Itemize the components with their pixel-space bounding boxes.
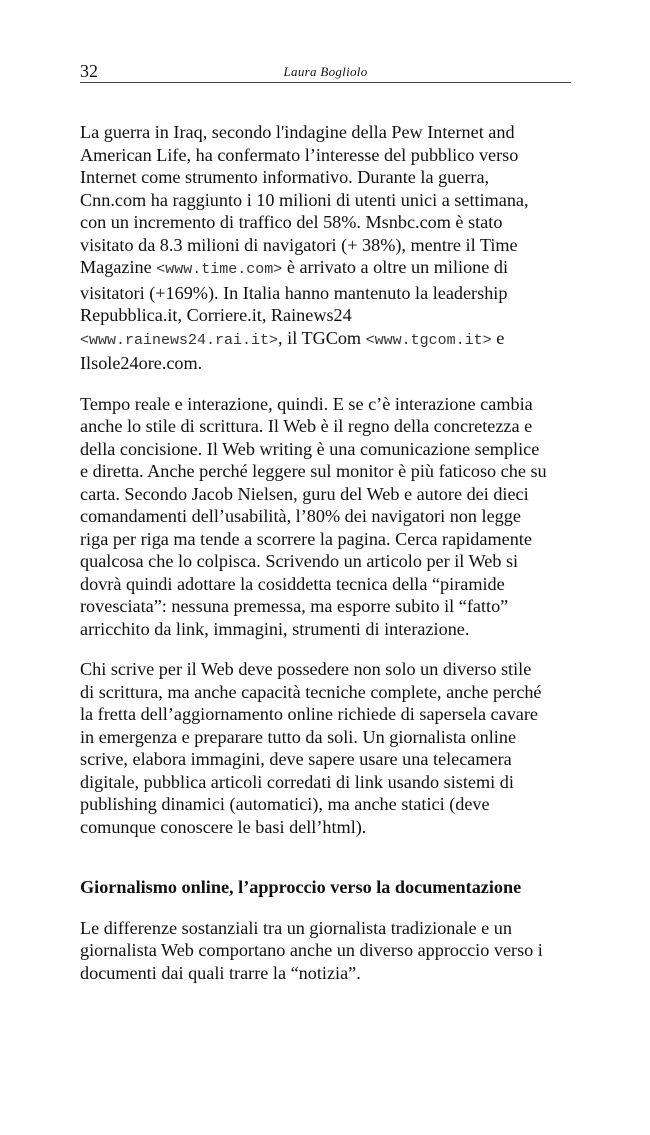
text-run: dovrà quindi adottare la cosiddetta tecnica della “piramide xyxy=(80,573,505,594)
text-run: giornalista Web comportano anche un diverso approccio verso i xyxy=(80,940,543,960)
text-run: Le differenze sostanziali tra un giornalista tradizionale e un xyxy=(80,917,512,938)
paragraph xyxy=(80,658,580,838)
text-run: , il TGCom xyxy=(278,327,366,348)
text-run: e xyxy=(491,327,505,348)
text-run: è arrivato a oltre un milione di xyxy=(282,257,509,277)
text-run: di scrittura, ma anche capacità tecniche complete, anche perché xyxy=(80,681,542,702)
paragraph xyxy=(80,917,580,985)
page-number: 32 xyxy=(80,61,98,81)
text-run: American Life, ha confermato l’interesse del pubblico verso xyxy=(80,144,519,165)
text-run: riga per riga ma tende a scorrere la pagina. Cerca rapidamente xyxy=(80,528,532,549)
text-run: documenti dai quali trarre la “notizia”. xyxy=(80,962,361,983)
text-run: anche lo stile di scrittura. Il Web è il regno della concretezza e xyxy=(80,416,533,436)
text-run: in emergenza e preparare tutto da soli. Un giornalista online xyxy=(80,726,517,747)
text-run: la fretta dell’aggiornamento online richiede di sapersela cavare xyxy=(80,704,538,724)
running-head-author: Laura Bogliolo xyxy=(283,64,368,79)
section-heading: Giornalismo online, l’approccio verso la documentazione xyxy=(80,877,522,897)
text-run: publishing dinamici (automatici), ma anche statici (deve xyxy=(80,794,490,814)
body-text xyxy=(80,121,580,1002)
text-run: visitatori (+169%). In Italia hanno mantenuto la leadership xyxy=(80,282,508,303)
text-run: Internet come strumento informativo. Durante la guerra, xyxy=(80,167,490,187)
text-run: Chi scrive per il Web deve possedere non solo un diverso stile xyxy=(80,659,532,679)
text-run: visitato da 8.3 milioni di navigatori (+ 38%), mentre il Time xyxy=(80,234,518,255)
text-run: Magazine xyxy=(80,257,157,277)
text-run: comandamenti dell’usabilità, l’80% dei navigatori non legge xyxy=(80,506,521,526)
text-run: qualcosa che lo colpisca. Scrivendo un articolo per il Web si xyxy=(80,551,519,571)
paragraph xyxy=(80,121,580,375)
text-run: rovesciata”: nessuna premessa, ma esporre subito il “fatto” xyxy=(80,596,509,616)
text-run: arricchito da link, immagini, strumenti di interazione. xyxy=(80,618,470,639)
paragraph xyxy=(80,393,580,641)
url-text: <www.time.com> xyxy=(156,261,283,278)
url-text: <www.tgcom.it> xyxy=(365,331,492,349)
text-run: Repubblica.it, Corriere.it, Rainews24 xyxy=(80,305,352,325)
text-run: carta. Secondo Jacob Nielsen, guru del Web e autore dei dieci xyxy=(80,483,529,504)
page-header xyxy=(80,60,571,83)
text-run: digitale, pubblica articoli corredati di link usando sistemi di xyxy=(80,771,514,792)
text-run: della concisione. Il Web writing è una comunicazione semplice xyxy=(80,438,540,459)
text-run: e diretta. Anche perché leggere sul monitor è più faticoso che su xyxy=(80,461,547,481)
text-run: scrive, elabora immagini, deve sapere usare una telecamera xyxy=(80,749,512,769)
text-run: Ilsole24ore.com. xyxy=(80,353,203,373)
text-run: Cnn.com ha raggiunto i 10 milioni di utenti unici a settimana, xyxy=(80,189,529,210)
url-text: <www.rainews24.rai.it> xyxy=(80,331,279,349)
text-run: comunque conoscere le basi dell’html). xyxy=(80,816,367,837)
text-run: La guerra in Iraq, secondo l'indagine della Pew Internet and xyxy=(80,122,515,142)
text-run: con un incremento di traffico del 58%. Msnbc.com è stato xyxy=(80,212,503,232)
text-run: Tempo reale e interazione, quindi. E se c’è interazione cambia xyxy=(80,393,533,414)
